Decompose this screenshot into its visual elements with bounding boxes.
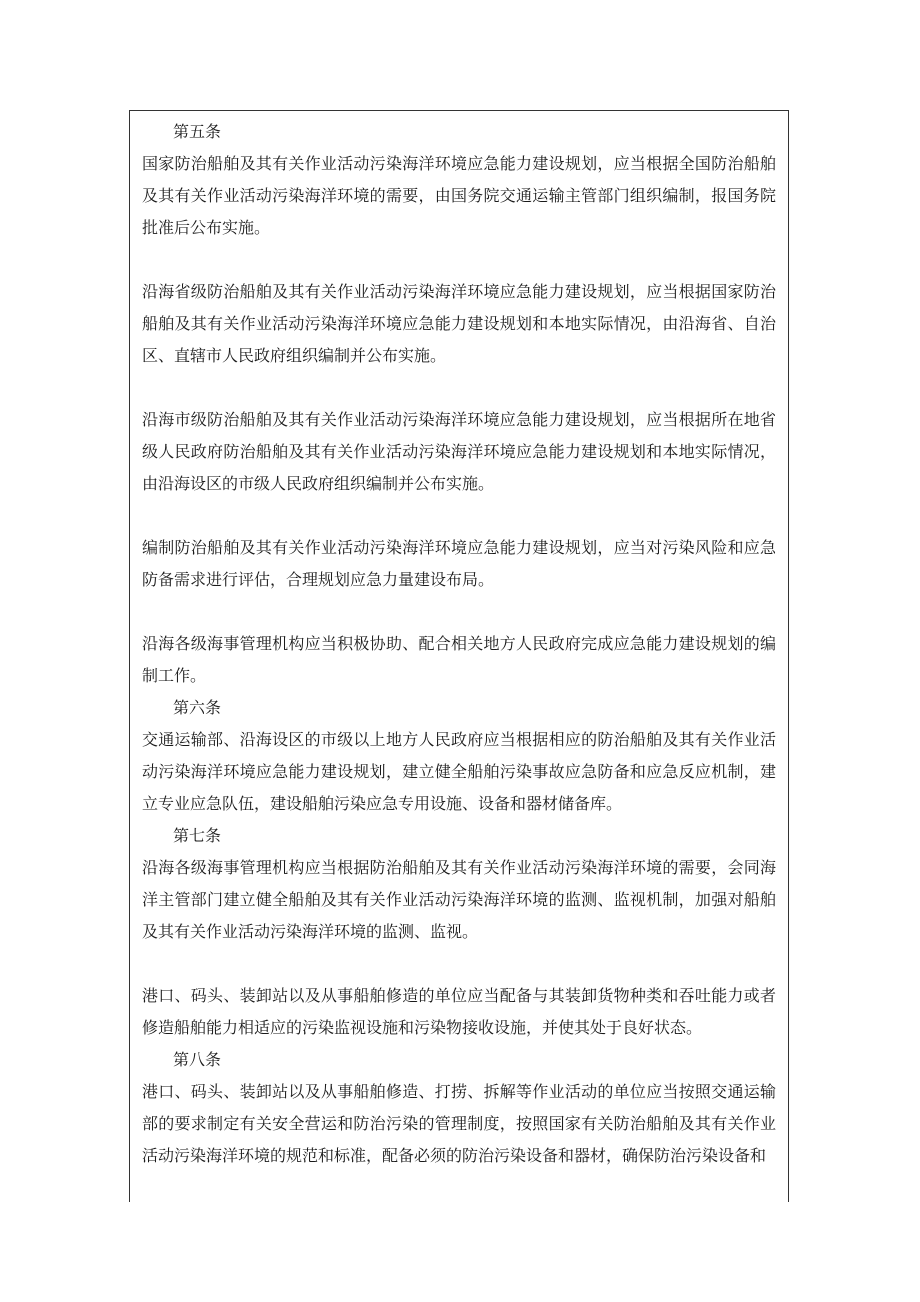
article-8-paragraph-1: 港口、码头、装卸站以及从事船舶修造、打捞、拆解等作业活动的单位应当按照交通运输部的要求制定有关安全营运和防治污染的管理制度，按照国家有关防治船舶及其有关作业活动污染海洋环境的规范和标准，配备必须的防治污染设备和器材，确保防治污染设备和 bbox=[142, 1082, 776, 1165]
paragraph-spacer bbox=[142, 948, 776, 980]
paragraph-spacer bbox=[142, 244, 776, 276]
article-5-paragraph-4: 编制防治船舶及其有关作业活动污染海洋环境应急能力建设规划，应当对污染风险和应急防备需求进行评估，合理规划应急力量建设布局。 bbox=[142, 538, 776, 589]
article-6-paragraph-1: 交通运输部、沿海设区的市级以上地方人民政府应当根据相应的防治船舶及其有关作业活动污染海洋环境应急能力建设规划，建立健全船舶污染事故应急防备和应急反应机制，建立专业应急队伍，建设船舶污染应急专用设施、设备和器材储备库。 bbox=[142, 730, 776, 813]
article-5-paragraph-1: 国家防治船舶及其有关作业活动污染海洋环境应急能力建设规划，应当根据全国防治船舶及其有关作业活动污染海洋环境的需要，由国务院交通运输主管部门组织编制，报国务院批准后公布实施。 bbox=[142, 154, 776, 237]
article-5-paragraph-3: 沿海市级防治船舶及其有关作业活动污染海洋环境应急能力建设规划，应当根据所在地省级人民政府防治船舶及其有关作业活动污染海洋环境应急能力建设规划和本地实际情况，由沿海设区的市级人民政府组织编制并公布实施。 bbox=[142, 410, 776, 493]
article-7-paragraph-1: 沿海各级海事管理机构应当根据防治船舶及其有关作业活动污染海洋环境的需要，会同海洋主管部门建立健全船舶及其有关作业活动污染海洋环境的监测、监视机制，加强对船舶及其有关作业活动污染海洋环境的监测、监视。 bbox=[142, 858, 776, 941]
paragraph-spacer bbox=[142, 500, 776, 532]
article-5-paragraph-5: 沿海各级海事管理机构应当积极协助、配合相关地方人民政府完成应急能力建设规划的编制工作。 bbox=[142, 634, 776, 685]
article-8-heading: 第八条 bbox=[173, 1050, 222, 1069]
article-7-paragraph-2: 港口、码头、装卸站以及从事船舶修造的单位应当配备与其装卸货物种类和吞吐能力或者修造船舶能力相适应的污染监视设施和污染物接收设施，并使其处于良好状态。 bbox=[142, 986, 776, 1037]
paragraph-spacer bbox=[142, 372, 776, 404]
document-body bbox=[142, 116, 776, 1172]
paragraph-spacer bbox=[142, 596, 776, 628]
article-5-paragraph-2: 沿海省级防治船舶及其有关作业活动污染海洋环境应急能力建设规划，应当根据国家防治船舶及其有关作业活动污染海洋环境应急能力建设规划和本地实际情况，由沿海省、自治区、直辖市人民政府组织编制并公布实施。 bbox=[142, 282, 776, 365]
article-7-heading: 第七条 bbox=[173, 826, 222, 845]
article-5-heading: 第五条 bbox=[173, 122, 222, 141]
article-6-heading: 第六条 bbox=[173, 698, 222, 717]
